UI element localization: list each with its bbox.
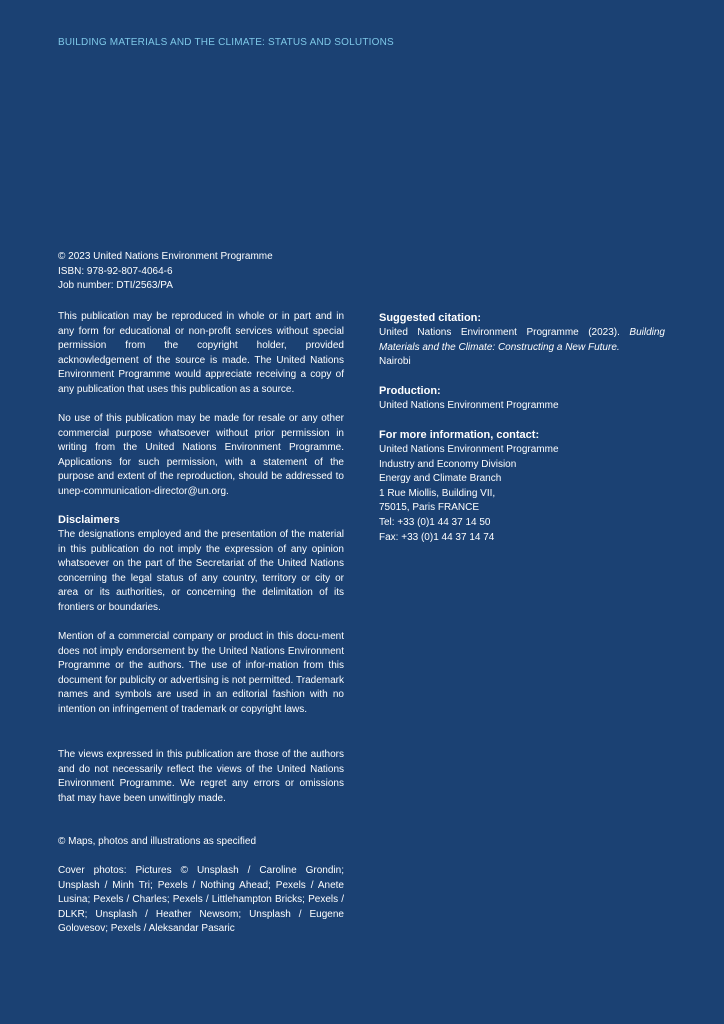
- contact-line: Tel: +33 (0)1 44 37 14 50: [379, 516, 491, 528]
- citation-title: Building Materials and the Climate: Constructing a New Future.: [379, 327, 665, 353]
- citation-heading: Suggested citation:: [379, 312, 482, 324]
- running-header: BUILDING MATERIALS AND THE CLIMATE: STATUS AND SOLUTIONS: [58, 37, 394, 48]
- contact-line: 1 Rue Miollis, Building VII,: [379, 487, 496, 499]
- production-section: [379, 384, 665, 414]
- contact-line: 75015, Paris FRANCE: [379, 502, 480, 514]
- disclaimer-paragraph-1: The designations employed and the presentation of the material in this publication do not imply the expression of any opinion whatsoever on the part of the Secretariat of the United Nations concerning the legal status of any country, territory or city or area or its authorities, or concerning the delimitation of its frontiers or boundaries.: [58, 529, 344, 613]
- contact-line: Industry and Economy Division: [379, 458, 517, 470]
- citation-place: Nairobi: [379, 356, 411, 368]
- citation-prefix: United Nations Environment Programme (2023).: [379, 327, 630, 338]
- isbn-line: ISBN: 978-92-807-4064-6: [58, 265, 173, 277]
- reproduction-paragraph: This publication may be reproduced in whole or in part and in any form for educational or non-profit services without special permission from the copyright holder, provided acknowledgement of the source is made. The United Nations Environment Programme would appreciate receiving a copy of any publication that uses this publication as a source.: [58, 311, 344, 395]
- contact-line: Energy and Climate Branch: [379, 473, 502, 485]
- copyright-line: © 2023 United Nations Environment Programme: [58, 251, 273, 262]
- maps-note: © Maps, photos and illustrations as specified: [58, 836, 257, 847]
- production-heading: Production:: [379, 385, 441, 397]
- contact-line: United Nations Environment Programme: [379, 444, 559, 455]
- resale-paragraph: No use of this publication may be made for resale or any other commercial purpose whatsoever without prior permission in writing from the United Nations Environment Programme. Applications for such permission, with a statement of the purpose and extent of the reproduction, should be addressed to unep-communication-director@un.org.: [58, 413, 344, 497]
- contact-line: Fax: +33 (0)1 44 37 14 74: [379, 531, 495, 543]
- production-body: United Nations Environment Programme: [379, 400, 559, 411]
- disclaimers-heading: Disclaimers: [58, 514, 120, 526]
- disclaimer-paragraph-3: The views expressed in this publication are those of the authors and do not necessarily reflect the views of the United Nations Environment Programme. We regret any errors or omissions that may have been unwittingly made.: [58, 749, 344, 804]
- cover-photos-credits: Cover photos: Pictures © Unsplash / Caroline Grondin; Unsplash / Minh Tri; Pexels / Nothing Ahead; Pexels / Anete Lusina; Pexels / Charles; Pexels / Littlehampton Bricks; Pexels / DLKR; Unsplash / Heather Newsom; Unsplash / Eugene Golovesov; Pexels / Aleksandar Pasaric: [58, 865, 344, 935]
- citation-text: [379, 326, 665, 355]
- copyright-block: [58, 250, 344, 294]
- contact-section: [379, 428, 665, 545]
- citation-section: [379, 311, 665, 370]
- disclaimer-paragraph-2: Mention of a commercial company or product in this docu-ment does not imply endorsement by the United Nations Environment Programme or the authors. The use of infor-mation from this document for publicity or advertising is not permitted. Trademark names and symbols are used in an editorial fashion with no intention on infringement of trademark or copyright laws.: [58, 631, 344, 715]
- disclaimers-section: [58, 513, 344, 616]
- job-number-line: Job number: DTI/2563/PA: [58, 280, 173, 292]
- contact-heading: For more information, contact:: [379, 429, 540, 441]
